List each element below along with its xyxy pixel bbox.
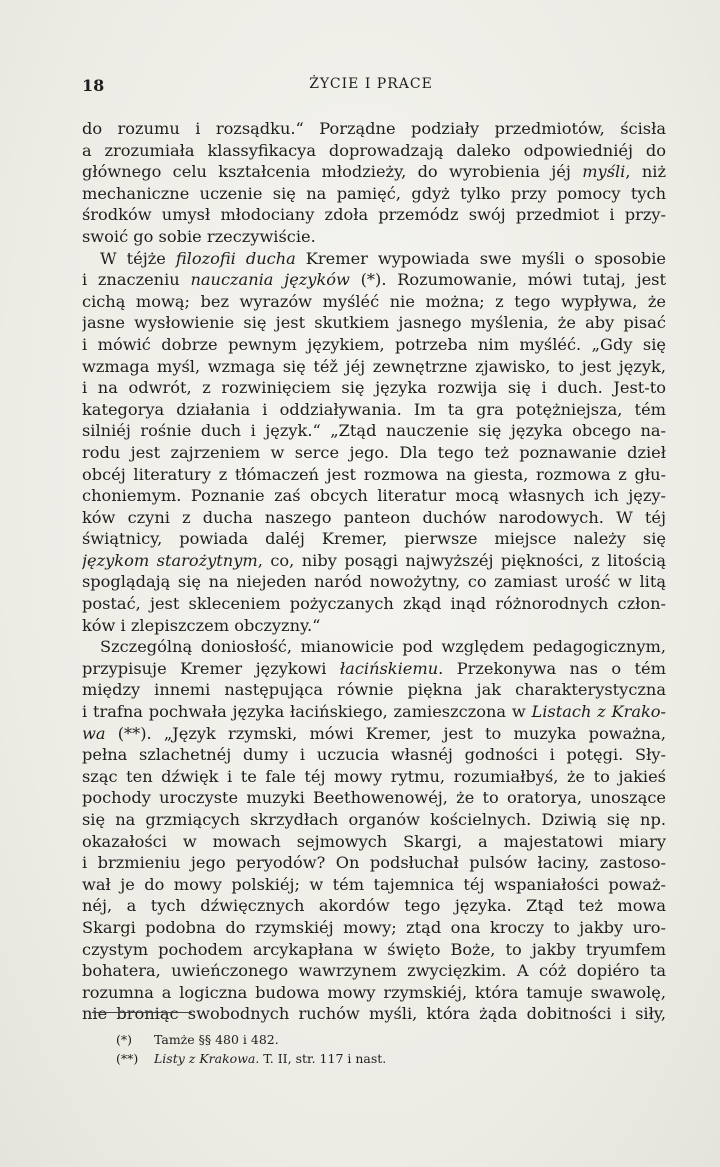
italic-run: Listach z Krako- xyxy=(531,702,666,722)
text-run: świątnicy, powiada daléj Kremer, pierwsze miejsce należy się xyxy=(82,529,666,549)
text-line xyxy=(82,507,666,529)
footnote-rule xyxy=(92,1012,192,1013)
italic-run: łacińskiemu xyxy=(339,658,439,678)
text-run: kategorya działania i oddziaływania. Im ta gra potężniejsza, tém xyxy=(82,399,666,419)
text-run: pochody uroczyste muzyki Beethowenowéj, że to oratorya, unoszące xyxy=(82,788,666,808)
text-run: néj, a tych dźwięcznych akordów tego języka. Ztąd też mowa xyxy=(82,896,666,916)
text-run: i brzmieniu jego peryodów? On podsłuchał pulsów łaciny, zastoso- xyxy=(82,853,666,873)
footnote-text: T. II, str. 117 i nast. xyxy=(259,1051,387,1066)
text-line xyxy=(82,377,666,399)
text-line xyxy=(82,356,666,378)
footnote-marker: (*) xyxy=(116,1032,133,1047)
text-line xyxy=(82,550,666,572)
text-line xyxy=(82,723,666,745)
text-run: wał je do mowy polskiéj; w tém tajemnica téj wspaniałości poważ- xyxy=(82,874,666,894)
text-run: bohatera, uwieńczonego wawrzynem zwycięzkim. A cóż dopiéro ta xyxy=(82,961,666,981)
footnote-marker: (**) xyxy=(116,1051,139,1066)
text-line xyxy=(82,679,666,701)
text-run: rozumna a logiczna budowa mowy rzymskiéj, która tamuje swawolę, xyxy=(82,982,666,1002)
text-run: wzmaga myśl, wzmaga się též jéj zewnętrzne zjawisko, to jest język, xyxy=(82,356,666,376)
text-line xyxy=(82,248,666,270)
text-line xyxy=(82,658,666,680)
text-run: a zrozumiała klassyfikacya doprowadzają daleko odpowiedniéj do xyxy=(82,140,666,160)
text-run: (**). „Język rzymski, mówi Kremer, jest to muzyka poważna, xyxy=(105,723,666,743)
text-run: się na grzmiących skrzydłach organów kościelnych. Dziwią się np. xyxy=(82,810,666,829)
text-run: przypisuje Kremer językowi xyxy=(82,658,340,678)
text-line xyxy=(82,334,666,356)
text-line xyxy=(82,593,666,615)
text-line xyxy=(82,895,666,917)
text-run: i mówić dobrze pewnym językiem, potrzeba nim myśléć. „Gdy się xyxy=(82,334,666,354)
text-run: jasne wysłowienie się jest skutkiem jasnego myślenia, że aby pisać xyxy=(82,313,666,333)
text-line xyxy=(82,982,666,1004)
text-run: ków czyni z ducha naszego panteon duchów narodowych. W téj xyxy=(82,507,666,527)
text-run: głównego celu kształcenia młodzieży, do wyrobienia jéj xyxy=(82,162,583,182)
text-run: środków umysł młodociany zdoła przemódz swój przedmiot i przy- xyxy=(82,205,666,225)
text-run: . Przekonywa nas o tém xyxy=(438,658,666,678)
text-line xyxy=(82,464,666,486)
text-line xyxy=(82,636,666,658)
text-run: okazałości w mowach sejmowych Skargi, a majestatowi miary xyxy=(82,831,666,851)
footnotes xyxy=(116,1030,576,1068)
text-run: obcéj literatury z tłómaczeń jest rozmowa na giesta, rozmowa z głu- xyxy=(82,464,666,484)
running-title: ŻYCIE I PRACE xyxy=(309,76,433,92)
italic-run: wa xyxy=(82,723,106,743)
footnote-text: Tamże §§ 480 i 482. xyxy=(154,1032,279,1047)
text-run: między innemi następująca równie piękna jak charakterystyczna xyxy=(82,680,666,700)
text-run: czystym pochodem arcykapłana w święto Boże, to jakby tryumfem xyxy=(82,939,666,959)
text-line xyxy=(82,744,666,766)
text-run: (*). Rozumowanie, mówi tutaj, jest xyxy=(349,270,666,290)
text-run: , niż xyxy=(625,162,666,182)
text-run: i na odwrót, z rozwinięciem się języka rozwija się i duch. Jest-to xyxy=(82,378,666,398)
text-line xyxy=(82,528,666,550)
text-line xyxy=(82,939,666,961)
text-run: postać, jest skleceniem pożyczanych zkąd inąd różnorodnych człon- xyxy=(82,594,666,614)
text-run: W téjże xyxy=(100,248,176,268)
text-line xyxy=(82,269,666,291)
body-text xyxy=(82,118,666,1025)
text-run: do rozumu i rozsądku.“ Porządne podziały przedmiotów, ścisła xyxy=(82,119,666,138)
footnote xyxy=(116,1030,576,1049)
text-line xyxy=(82,766,666,788)
text-line xyxy=(82,615,666,637)
text-line xyxy=(82,161,666,183)
page-number: 18 xyxy=(82,76,105,95)
text-run: sząc ten dźwięk i te fale téj mowy rytmu, rozumiałbyś, że to jakieś xyxy=(82,766,666,786)
text-line xyxy=(82,312,666,334)
text-line xyxy=(82,809,666,831)
footnote xyxy=(116,1049,576,1068)
text-run: Szczególną doniosłość, mianowicie pod względem pedagogicznym, xyxy=(100,637,666,657)
text-run: swoić go sobie rzeczywiście. xyxy=(82,226,316,246)
italic-run: myśli xyxy=(582,162,626,182)
text-line xyxy=(82,118,666,140)
text-line xyxy=(82,1003,666,1025)
text-line xyxy=(82,874,666,896)
text-run: i trafna pochwała języka łacińskiego, zamieszczona w xyxy=(82,702,532,722)
text-run: choniemym. Poznanie zaś obcych literatur mocą własnych ich języ- xyxy=(82,486,666,506)
text-line xyxy=(82,960,666,982)
text-line xyxy=(82,291,666,313)
text-line xyxy=(82,442,666,464)
text-run: nie broniąc swobodnych ruchów myśli, która żąda dobitności i siły, xyxy=(82,1004,666,1024)
italic-run: nauczania języków xyxy=(190,270,350,290)
text-line xyxy=(82,140,666,162)
text-run: spoglądają się na niejeden naród nowożytny, co zamiast urość w litą xyxy=(82,572,666,592)
italic-run: filozofii ducha xyxy=(175,248,296,268)
text-line xyxy=(82,420,666,442)
text-line xyxy=(82,571,666,593)
text-run: Kremer wypowiada swe myśli o sposobie xyxy=(295,248,666,268)
text-line xyxy=(82,831,666,853)
page-header xyxy=(82,76,660,98)
text-run: silniéj rośnie duch i język.“ „Ztąd nauczenie się języka obcego na- xyxy=(82,421,666,441)
text-line xyxy=(82,701,666,723)
text-line xyxy=(82,204,666,226)
text-line xyxy=(82,485,666,507)
text-run: mechaniczne uczenie się na pamięć, gdyż tylko przy pomocy tych xyxy=(82,183,666,203)
italic-run: językom starożytnym xyxy=(82,550,258,570)
text-line xyxy=(82,399,666,421)
text-line xyxy=(82,226,666,248)
footnote-italic: Listy z Krakowa. xyxy=(154,1051,260,1066)
text-run: cichą mową; bez wyrazów myśléć nie można; z tego wypływa, że xyxy=(82,291,666,311)
text-run: i znaczeniu xyxy=(82,270,191,290)
text-line xyxy=(82,917,666,939)
text-run: rodu jest zajrzeniem w serce jego. Dla tego też poznawanie dzieł xyxy=(82,442,666,462)
text-run: ków i zlepiszczem obczyzny.“ xyxy=(82,615,321,635)
text-run: pełna szlachetnéj dumy i uczucia własnéj godności i potęgi. Sły- xyxy=(82,745,666,765)
text-line xyxy=(82,852,666,874)
text-line xyxy=(82,787,666,809)
text-run: , co, niby posągi najwyższéj piękności, z litością xyxy=(257,550,666,570)
text-line xyxy=(82,183,666,205)
text-run: Skargi podobna do rzymskiéj mowy; ztąd ona kroczy to jakby uro- xyxy=(82,917,666,937)
